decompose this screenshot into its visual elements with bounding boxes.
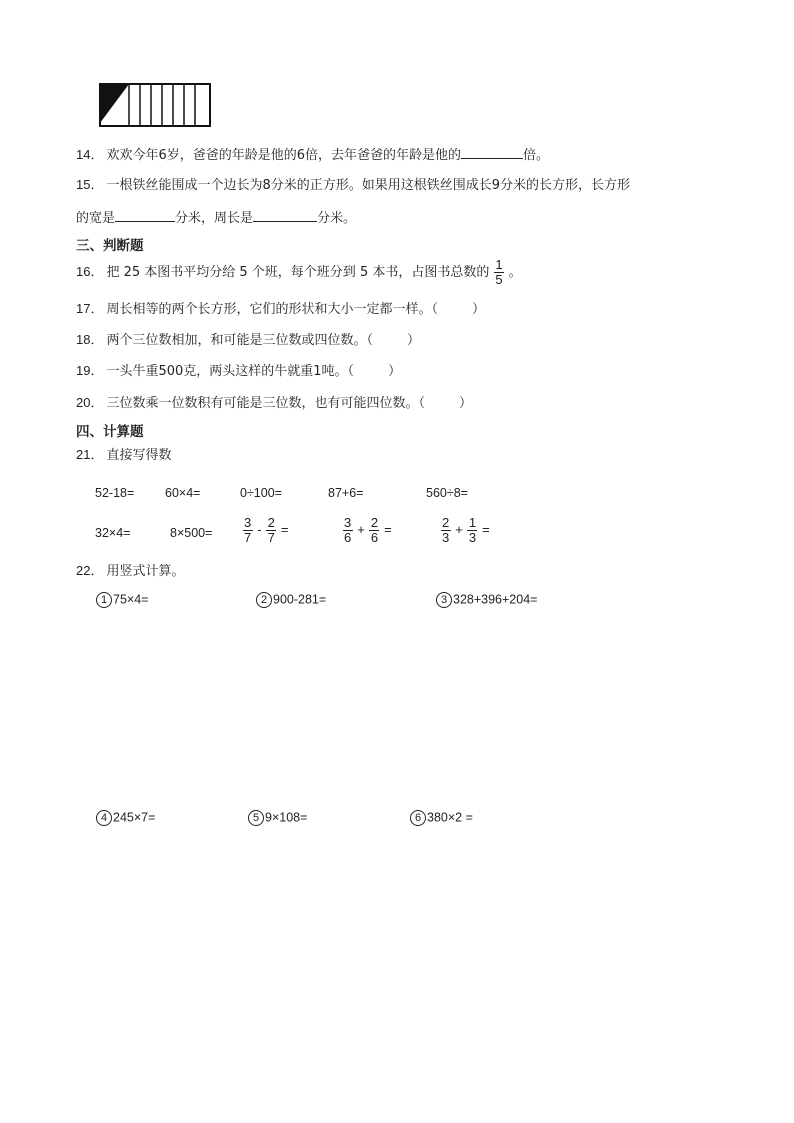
circled-number: 4 bbox=[96, 810, 112, 826]
circled-number: 5 bbox=[248, 810, 264, 826]
fraction-expression bbox=[338, 516, 392, 545]
fraction-denominator: 7 bbox=[244, 530, 252, 545]
equals: = bbox=[384, 522, 392, 537]
operator: - bbox=[257, 522, 262, 537]
fraction-denominator: 3 bbox=[468, 530, 477, 545]
fraction-numerator: 2 bbox=[442, 515, 450, 530]
question-text: 用竖式计算。 bbox=[106, 564, 185, 579]
question-22 bbox=[76, 562, 184, 581]
question-text: 欢欢今年6岁，爸爸的年龄是他的6倍，去年爸爸的年龄是他的 bbox=[106, 148, 462, 163]
question-number: 16． bbox=[76, 264, 104, 279]
close-paren: ） bbox=[471, 302, 485, 317]
fraction bbox=[440, 516, 451, 545]
calc-expression: 245×7= bbox=[113, 810, 156, 825]
question-text: 三位数乘一位数积有可能是三位数，也有可能四位数。（ bbox=[106, 396, 425, 411]
fraction-numerator: 1 bbox=[495, 257, 503, 272]
question-text: 一根铁丝能围成一个边长为8分米的正方形。如果用这根铁丝围成长9分米的长方形，长方形 bbox=[106, 178, 631, 193]
fraction-denominator: 6 bbox=[344, 530, 352, 545]
question-number: 17． bbox=[76, 301, 104, 316]
fraction bbox=[369, 516, 380, 545]
equals: = bbox=[280, 522, 289, 537]
mental-math-item: 560÷8= bbox=[426, 486, 468, 500]
question-number: 22． bbox=[76, 563, 104, 578]
calc-expression: 328+396+204= bbox=[453, 592, 538, 607]
fraction-numerator: 1 bbox=[468, 515, 477, 530]
calc-expression: 380×2 = bbox=[427, 810, 473, 825]
operator: + bbox=[357, 522, 365, 537]
fraction-numerator: 2 bbox=[370, 515, 379, 530]
fraction-denominator: 6 bbox=[370, 530, 379, 545]
fraction bbox=[493, 258, 504, 287]
calc-expression: 9×108= bbox=[265, 810, 308, 825]
mental-math-item: 52-18= bbox=[95, 486, 135, 500]
mental-math-item: 87+6= bbox=[328, 486, 364, 500]
mental-math-item: 32×4= bbox=[95, 526, 131, 540]
section-heading-judgement: 三、判断题 bbox=[76, 238, 144, 254]
fraction-numerator: 2 bbox=[267, 515, 275, 530]
question-number: 21． bbox=[76, 447, 104, 462]
mental-math-item: 8×500= bbox=[170, 526, 213, 540]
question-15-line-2 bbox=[76, 207, 356, 228]
question-text: 分米，周长是 bbox=[175, 211, 254, 226]
question-text-end: 。 bbox=[508, 265, 522, 280]
vertical-calc-item-5 bbox=[248, 810, 307, 826]
mental-math-item: 60×4= bbox=[165, 486, 201, 500]
question-15 bbox=[76, 176, 630, 195]
question-17 bbox=[76, 300, 485, 319]
close-paren: ） bbox=[388, 364, 402, 379]
question-text: 两个三位数相加，和可能是三位数或四位数。（ bbox=[106, 333, 373, 348]
question-number: 20． bbox=[76, 395, 104, 410]
width-answer-blank[interactable] bbox=[115, 207, 175, 222]
fraction bbox=[242, 516, 253, 545]
vertical-calc-item-4 bbox=[96, 810, 155, 826]
fraction-expression bbox=[238, 516, 288, 545]
vertical-calc-item-1 bbox=[96, 592, 148, 608]
question-14 bbox=[76, 144, 549, 165]
fraction-denominator: 3 bbox=[442, 530, 450, 545]
equals: = bbox=[482, 522, 490, 537]
question-number: 14． bbox=[76, 147, 104, 162]
question-text: 分米。 bbox=[317, 211, 357, 226]
fraction-expression bbox=[436, 516, 490, 545]
fraction-denominator: 7 bbox=[267, 530, 275, 545]
circled-number: 2 bbox=[256, 592, 272, 608]
calc-expression: 75×4= bbox=[113, 592, 149, 607]
question-text: 的宽是 bbox=[76, 211, 116, 226]
mental-math-item: 0÷100= bbox=[240, 486, 282, 500]
question-21 bbox=[76, 446, 171, 465]
close-paren: ） bbox=[458, 396, 472, 411]
fraction-numerator: 3 bbox=[344, 515, 352, 530]
vertical-calc-item-3 bbox=[436, 592, 537, 608]
fraction-numerator: 3 bbox=[244, 515, 252, 530]
question-text: 一头牛重500克，两头这样的牛就重1吨。（ bbox=[106, 364, 355, 379]
circled-number: 3 bbox=[436, 592, 452, 608]
question-19 bbox=[76, 362, 401, 381]
question-number: 15． bbox=[76, 177, 104, 192]
question-16 bbox=[76, 258, 522, 287]
circled-number: 1 bbox=[96, 592, 112, 608]
question-number: 18． bbox=[76, 332, 104, 347]
question-text: 把 25 本图书平均分给 5 个班，每个班分到 5 本书，占图书总数的 bbox=[106, 265, 490, 280]
fraction-denominator: 5 bbox=[495, 272, 503, 287]
operator: + bbox=[455, 522, 463, 537]
fraction bbox=[266, 516, 277, 545]
vertical-calc-item-2 bbox=[256, 592, 326, 608]
vertical-calc-item-6 bbox=[410, 810, 473, 826]
calc-expression: 900-281= bbox=[273, 592, 327, 607]
fraction bbox=[342, 516, 353, 545]
question-number: 19． bbox=[76, 363, 104, 378]
question-20 bbox=[76, 394, 472, 413]
question-text: 周长相等的两个长方形，它们的形状和大小一定都一样。（ bbox=[106, 302, 438, 317]
close-paren: ） bbox=[406, 333, 420, 348]
fraction bbox=[467, 516, 478, 545]
section-heading-calculation: 四、计算题 bbox=[76, 424, 144, 440]
perimeter-answer-blank[interactable] bbox=[253, 207, 317, 222]
shaded-rectangle-figure bbox=[99, 83, 211, 127]
question-text: 直接写得数 bbox=[106, 448, 172, 463]
answer-blank[interactable] bbox=[461, 144, 523, 159]
question-text-end: 倍。 bbox=[523, 148, 550, 163]
question-18 bbox=[76, 331, 420, 350]
circled-number: 6 bbox=[410, 810, 426, 826]
